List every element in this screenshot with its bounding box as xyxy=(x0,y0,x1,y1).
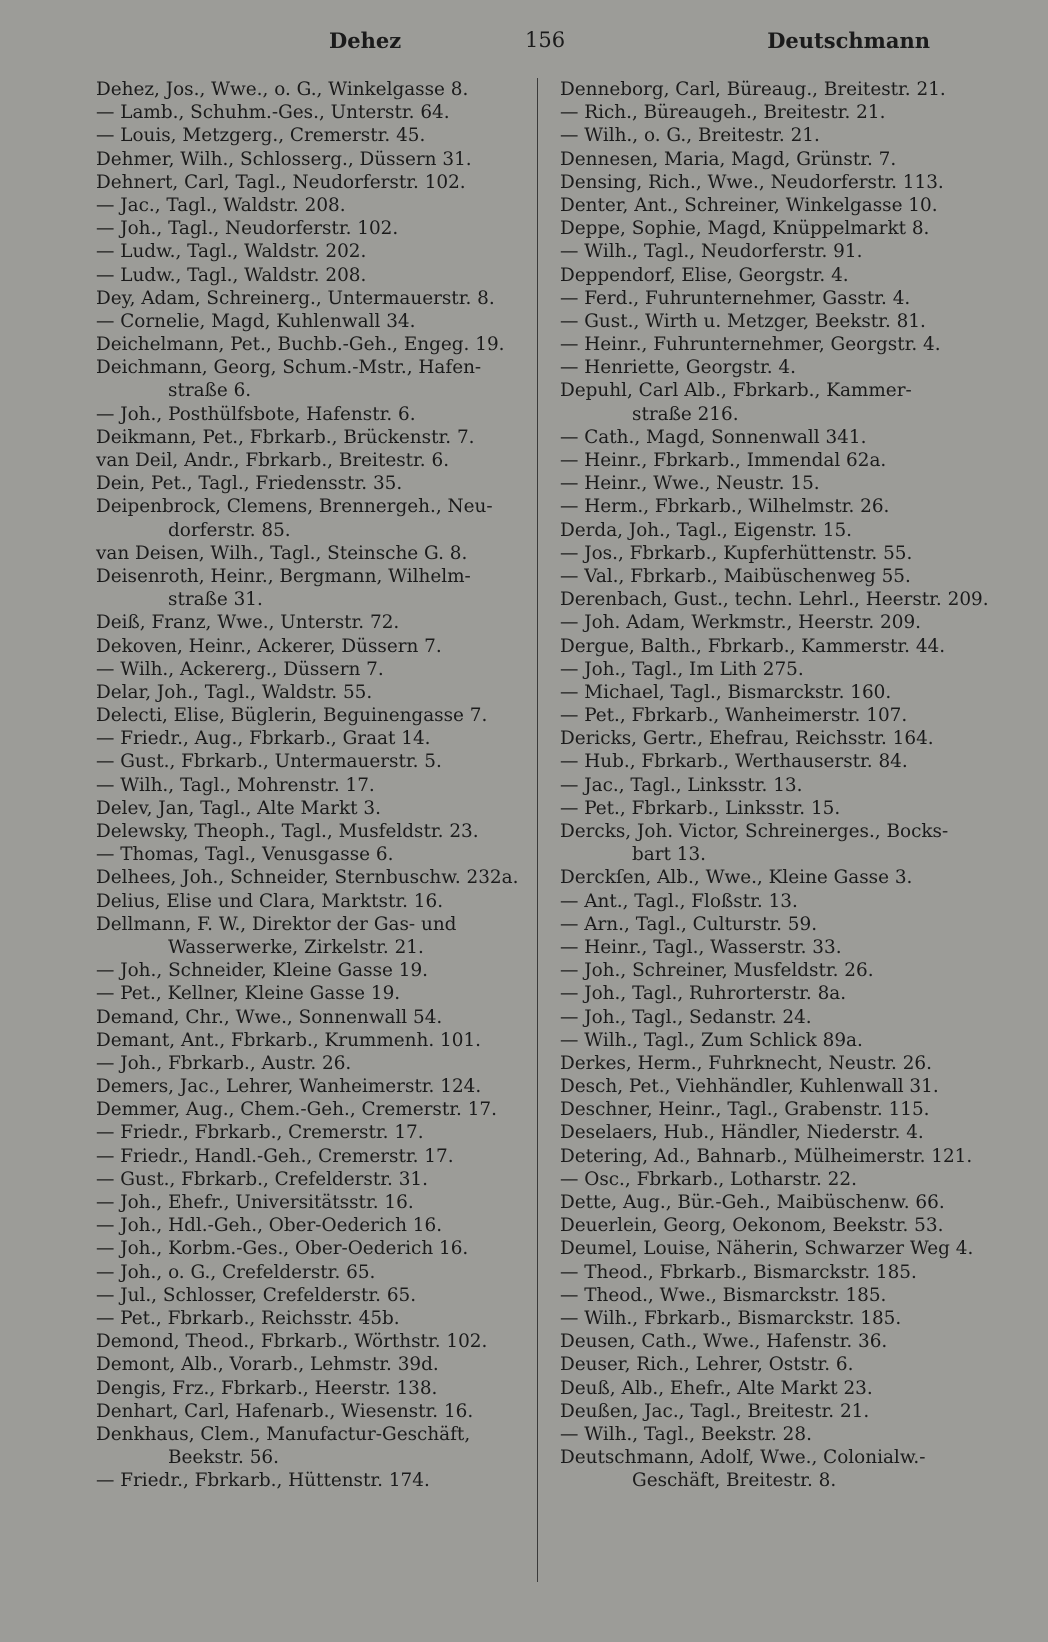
directory-entry: Demmer, Aug., Chem.-Geh., Cremerstr. 17. xyxy=(96,1099,497,1121)
directory-entry: Deuser, Rich., Lehrer, Oststr. 6. xyxy=(560,1354,854,1376)
directory-entry: Derenbach, Gust., techn. Lehrl., Heerstr. 209. xyxy=(560,589,989,611)
directory-entry-continuation: straße 6. xyxy=(168,380,252,402)
directory-entry: Derda, Joh., Tagl., Eigenstr. 15. xyxy=(560,519,853,541)
directory-entry-continuation: Wasserwerke, Zirkelstr. 21. xyxy=(168,936,424,958)
directory-entry: Demand, Chr., Wwe., Sonnenwall 54. xyxy=(96,1006,443,1028)
directory-entry: Dein, Pet., Tagl., Friedensstr. 35. xyxy=(96,473,403,495)
directory-entry: Denkhaus, Clem., Manufactur-Geschäft, xyxy=(96,1423,471,1445)
directory-entry: Delius, Elise und Clara, Marktstr. 16. xyxy=(96,890,444,912)
directory-entry: Dergue, Balth., Fbrkarb., Kammerstr. 44. xyxy=(560,635,946,657)
directory-entry-continuation: dorferstr. 85. xyxy=(168,519,291,541)
directory-entry: — Wilh., o. G., Breitestr. 21. xyxy=(560,125,820,147)
directory-entry: — Jac., Tagl., Linksstr. 13. xyxy=(560,774,803,796)
directory-entry: Derkes, Herm., Fuhrknecht, Neustr. 26. xyxy=(560,1052,932,1074)
directory-entry: van Deil, Andr., Fbrkarb., Breitestr. 6. xyxy=(96,450,450,471)
directory-entry: — Henriette, Georgstr. 4. xyxy=(560,357,796,379)
directory-entry: Delhees, Joh., Schneider, Sternbuschw. 232a. xyxy=(96,867,519,889)
directory-entry: Delev, Jan, Tagl., Alte Markt 3. xyxy=(96,797,381,819)
directory-entry: — Joh., Tagl., Sedanstr. 24. xyxy=(560,1006,812,1028)
directory-entry: — Theod., Fbrkarb., Bismarckstr. 185. xyxy=(560,1261,917,1283)
directory-entry: Denhart, Carl, Hafenarb., Wiesenstr. 16. xyxy=(96,1400,474,1422)
directory-entry: — Jul., Schlosser, Crefelderstr. 65. xyxy=(96,1284,417,1306)
directory-entry: Deußen, Jac., Tagl., Breitestr. 21. xyxy=(560,1400,870,1422)
directory-entry: — Jac., Tagl., Waldstr. 208. xyxy=(96,194,346,216)
directory-entry: — Gust., Wirth u. Metzger, Beekstr. 81. xyxy=(560,310,926,332)
directory-entry: — Pet., Fbrkarb., Wanheimerstr. 107. xyxy=(560,705,908,727)
page-number: 156 xyxy=(525,28,566,52)
directory-entry: Deuerlein, Georg, Oekonom, Beekstr. 53. xyxy=(560,1215,944,1237)
directory-entry: — Pet., Fbrkarb., Reichsstr. 45b. xyxy=(96,1307,400,1329)
directory-entry: — Friedr., Fbrkarb., Hüttenstr. 174. xyxy=(96,1470,430,1492)
directory-entry: Dey, Adam, Schreinerg., Untermauerstr. 8. xyxy=(96,287,495,309)
directory-entry: — Friedr., Handl.-Geh., Cremerstr. 17. xyxy=(96,1145,454,1167)
directory-entry: — Arn., Tagl., Culturstr. 59. xyxy=(560,913,818,935)
directory-entry: Dehnert, Carl, Tagl., Neudorferstr. 102. xyxy=(96,171,466,193)
directory-entry: Delecti, Elise, Büglerin, Beguinengasse 7. xyxy=(96,705,488,727)
directory-entry: — Pet., Kellner, Kleine Gasse 19. xyxy=(96,983,401,1005)
directory-entry: — Joh., Korbm.-Ges., Ober-Oederich 16. xyxy=(96,1238,469,1260)
directory-entry: — Thomas, Tagl., Venusgasse 6. xyxy=(96,844,394,866)
directory-entry: — Jos., Fbrkarb., Kupferhüttenstr. 55. xyxy=(560,542,913,564)
directory-entry: Dette, Aug., Bür.-Geh., Maibüschenw. 66. xyxy=(560,1192,945,1213)
header-first-entry: Dehez xyxy=(329,28,402,53)
directory-entry: — Friedr., Fbrkarb., Cremerstr. 17. xyxy=(96,1122,424,1144)
directory-entry: Demant, Ant., Fbrkarb., Krummenh. 101. xyxy=(96,1029,482,1051)
directory-entry: Dehez, Jos., Wwe., o. G., Winkelgasse 8. xyxy=(96,79,469,100)
directory-entry: — Joh. Adam, Werkmstr., Heerstr. 209. xyxy=(560,612,921,634)
directory-entry-continuation: Geschäft, Breitestr. 8. xyxy=(632,1470,837,1492)
left-column xyxy=(96,78,526,1492)
directory-entry: Denter, Ant., Schreiner, Winkelgasse 10. xyxy=(560,194,938,216)
directory-entry: Demont, Alb., Vorarb., Lehmstr. 39d. xyxy=(96,1354,439,1376)
directory-entry: — Hub., Fbrkarb., Werthauserstr. 84. xyxy=(560,751,908,773)
directory-entry: — Val., Fbrkarb., Maibüschenweg 55. xyxy=(560,565,911,587)
directory-entry-continuation: straße 216. xyxy=(632,403,739,425)
directory-entry: Deppendorf, Elise, Georgstr. 4. xyxy=(560,264,849,286)
directory-entry: Deuß, Alb., Ehefr., Alte Markt 23. xyxy=(560,1377,873,1399)
right-column xyxy=(560,78,990,1492)
directory-entry: — Heinr., Fbrkarb., Immendal 62a. xyxy=(560,450,887,471)
directory-entry: — Wilh., Ackererg., Düssern 7. xyxy=(96,658,384,680)
directory-entry: — Heinr., Wwe., Neustr. 15. xyxy=(560,473,820,495)
directory-entry: Densing, Rich., Wwe., Neudorferstr. 113. xyxy=(560,171,944,193)
directory-entry: Dennesen, Maria, Magd, Grünstr. 7. xyxy=(560,148,897,170)
directory-entry: — Joh., Fbrkarb., Austr. 26. xyxy=(96,1052,352,1074)
directory-entry: — Friedr., Aug., Fbrkarb., Graat 14. xyxy=(96,728,431,750)
directory-entry: — Rich., Büreaugeh., Breitestr. 21. xyxy=(560,102,886,124)
directory-entry: — Osc., Fbrkarb., Lotharstr. 22. xyxy=(560,1168,857,1190)
directory-entry: — Cornelie, Magd, Kuhlenwall 34. xyxy=(96,310,416,332)
column-divider xyxy=(537,78,538,1582)
directory-entry: Derckſen, Alb., Wwe., Kleine Gasse 3. xyxy=(560,867,913,889)
directory-entry: Deichmann, Georg, Schum.-Mstr., Hafen- xyxy=(96,357,482,379)
directory-entry: Deipenbrock, Clemens, Brennergeh., Neu- xyxy=(96,496,493,518)
directory-entry: Dengis, Frz., Fbrkarb., Heerstr. 138. xyxy=(96,1377,438,1399)
directory-entry: Dekoven, Heinr., Ackerer, Düssern 7. xyxy=(96,635,442,657)
directory-entry: Dercks, Joh. Victor, Schreinerges., Bocks- xyxy=(560,821,949,842)
directory-entry: Desch, Pet., Viehhändler, Kuhlenwall 31. xyxy=(560,1076,939,1098)
directory-entry: Denneborg, Carl, Büreaug., Breitestr. 21. xyxy=(560,79,946,100)
directory-entry: — Herm., Fbrkarb., Wilhelmstr. 26. xyxy=(560,496,890,518)
directory-entry: Deutschmann, Adolf, Wwe., Colonialw.- xyxy=(560,1447,926,1469)
directory-entry: Deichelmann, Pet., Buchb.-Geh., Engeg. 19. xyxy=(96,334,505,356)
directory-entry: — Ferd., Fuhrunternehmer, Gasstr. 4. xyxy=(560,287,911,309)
directory-entry: Deumel, Louise, Näherin, Schwarzer Weg 4. xyxy=(560,1238,974,1260)
directory-entry: — Joh., Posthülfsbote, Hafenstr. 6. xyxy=(96,403,416,425)
header-last-entry: Deutschmann xyxy=(767,28,930,53)
directory-entry: — Pet., Fbrkarb., Linksstr. 15. xyxy=(560,797,841,819)
directory-entry: Demers, Jac., Lehrer, Wanheimerstr. 124. xyxy=(96,1076,482,1098)
directory-entry: — Gust., Fbrkarb., Untermauerstr. 5. xyxy=(96,751,442,773)
directory-entry: — Joh., Schneider, Kleine Gasse 19. xyxy=(96,960,429,982)
directory-entry: Detering, Ad., Bahnarb., Mülheimerstr. 121. xyxy=(560,1145,973,1167)
directory-entry-continuation: bart 13. xyxy=(632,844,707,866)
directory-entry: Delar, Joh., Tagl., Waldstr. 55. xyxy=(96,681,373,703)
directory-entry: — Joh., o. G., Crefelderstr. 65. xyxy=(96,1261,376,1283)
directory-entry: — Ant., Tagl., Floßstr. 13. xyxy=(560,890,798,912)
page-header xyxy=(95,28,995,62)
directory-entry-continuation: straße 31. xyxy=(168,589,263,611)
directory-entry: Dellmann, F. W., Direktor der Gas- und xyxy=(96,913,457,935)
directory-entry: Depuhl, Carl Alb., Fbrkarb., Kammer- xyxy=(560,380,912,402)
directory-entry: Deppe, Sophie, Magd, Knüppelmarkt 8. xyxy=(560,218,930,240)
directory-entry: van Deisen, Wilh., Tagl., Steinsche G. 8. xyxy=(96,542,468,564)
directory-entry: — Joh., Hdl.-Geh., Ober-Oederich 16. xyxy=(96,1215,443,1237)
directory-entry: — Louis, Metzgerg., Cremerstr. 45. xyxy=(96,125,426,147)
directory-entry: Dericks, Gertr., Ehefrau, Reichsstr. 164. xyxy=(560,728,934,750)
directory-entry: — Joh., Schreiner, Musfeldstr. 26. xyxy=(560,960,874,982)
directory-entry: Delewsky, Theoph., Tagl., Musfeldstr. 23. xyxy=(96,821,479,842)
directory-entry: — Wilh., Fbrkarb., Bismarckstr. 185. xyxy=(560,1307,902,1329)
directory-entry: Dehmer, Wilh., Schlosserg., Düssern 31. xyxy=(96,148,472,170)
directory-entry: — Wilh., Tagl., Zum Schlick 89a. xyxy=(560,1029,863,1051)
directory-entry-continuation: Beekstr. 56. xyxy=(168,1447,279,1469)
directory-entry: Deselaers, Hub., Händler, Niederstr. 4. xyxy=(560,1122,924,1144)
directory-entry: — Heinr., Tagl., Wasserstr. 33. xyxy=(560,936,842,958)
directory-entry: Deisenroth, Heinr., Bergmann, Wilhelm- xyxy=(96,565,471,587)
directory-entry: Deusen, Cath., Wwe., Hafenstr. 36. xyxy=(560,1331,888,1353)
directory-entry: — Heinr., Fuhrunternehmer, Georgstr. 4. xyxy=(560,334,941,356)
directory-entry: — Cath., Magd, Sonnenwall 341. xyxy=(560,426,867,448)
directory-entry: — Ludw., Tagl., Waldstr. 202. xyxy=(96,241,367,263)
directory-entry: — Wilh., Tagl., Mohrenstr. 17. xyxy=(96,774,375,796)
directory-entry: Deiß, Franz, Wwe., Unterstr. 72. xyxy=(96,612,400,634)
directory-entry: Demond, Theod., Fbrkarb., Wörthstr. 102. xyxy=(96,1331,488,1353)
directory-entry: — Theod., Wwe., Bismarckstr. 185. xyxy=(560,1284,887,1306)
directory-entry: — Gust., Fbrkarb., Crefelderstr. 31. xyxy=(96,1168,428,1190)
directory-entry: — Joh., Tagl., Im Lith 275. xyxy=(560,658,804,680)
directory-entry: Deikmann, Pet., Fbrkarb., Brückenstr. 7. xyxy=(96,426,475,448)
directory-entry: — Ludw., Tagl., Waldstr. 208. xyxy=(96,264,367,286)
directory-entry: — Joh., Tagl., Neudorferstr. 102. xyxy=(96,218,399,240)
directory-entry: — Lamb., Schuhm.-Ges., Unterstr. 64. xyxy=(96,102,450,124)
directory-entry: — Wilh., Tagl., Beekstr. 28. xyxy=(560,1423,812,1445)
directory-entry: — Joh., Ehefr., Universitätsstr. 16. xyxy=(96,1192,414,1213)
directory-entry: — Michael, Tagl., Bismarckstr. 160. xyxy=(560,681,892,703)
directory-entry: Deschner, Heinr., Tagl., Grabenstr. 115. xyxy=(560,1099,930,1121)
directory-entry: — Joh., Tagl., Ruhrorterstr. 8a. xyxy=(560,983,847,1005)
directory-entry: — Wilh., Tagl., Neudorferstr. 91. xyxy=(560,241,863,263)
